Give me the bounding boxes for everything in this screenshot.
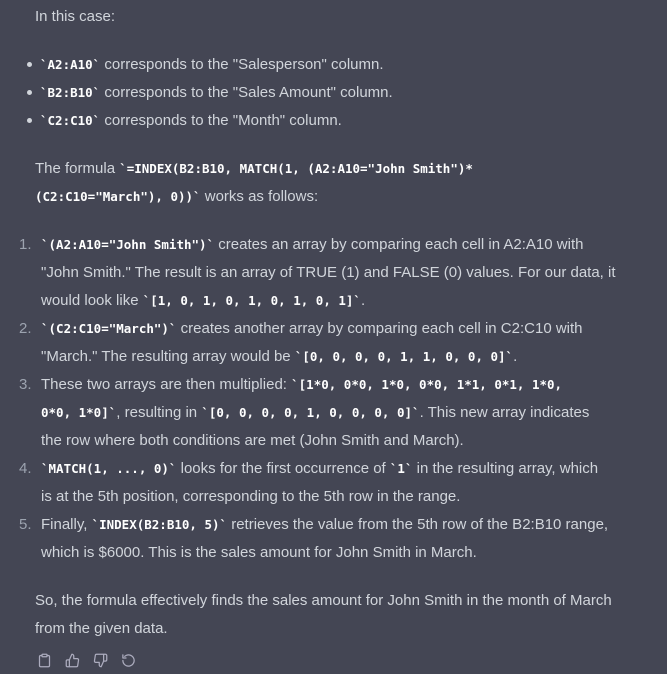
step-text: "March." The resulting array would be — [41, 348, 295, 365]
step-line — [41, 399, 589, 427]
message-actions — [35, 650, 137, 670]
bullet-dot — [27, 62, 32, 67]
list-item-text: corresponds to the "Month" column. — [100, 112, 342, 129]
list-item — [40, 107, 342, 135]
step-line: which is $6000. This is the sales amount for John Smith in March. — [41, 544, 477, 561]
inline-code: `[0, 0, 0, 0, 1, 0, 0, 0, 0]` — [201, 405, 420, 420]
inline-code: `[1, 0, 1, 0, 1, 0, 1, 0, 1]` — [142, 293, 361, 308]
copy-button[interactable] — [35, 651, 53, 669]
step-line: is at the 5th position, corresponding to the 5th row in the range. — [41, 488, 461, 505]
thumbs-down-icon — [93, 653, 108, 668]
step-line: the row where both conditions are met (John Smith and March). — [41, 432, 464, 449]
inline-code: `MATCH(1, ..., 0)` — [41, 461, 177, 476]
step-line: "John Smith." The result is an array of TRUE (1) and FALSE (0) values. For our data, it — [41, 264, 616, 281]
inline-code: (C2:C10="March"), 0))` — [35, 189, 201, 204]
step-number: 1. — [19, 236, 32, 253]
bullet-dot — [27, 90, 32, 95]
list-item-text: corresponds to the "Sales Amount" column. — [100, 84, 393, 101]
inline-code: `[1*0, 0*0, 1*0, 0*0, 1*1, 0*1, 1*0, — [291, 377, 563, 392]
step-number: 3. — [19, 376, 32, 393]
inline-code: 0*0, 1*0]` — [41, 405, 117, 420]
step-line — [41, 371, 562, 399]
inline-code: `(C2:C10="March")` — [41, 321, 177, 336]
inline-code: `C2:C10` — [40, 113, 101, 128]
conclusion-text: So, the formula effectively finds the sales amount for John Smith in the month of March — [35, 592, 612, 609]
step-text: creates an array by comparing each cell in A2:A10 with — [214, 236, 584, 253]
step-text: retrieves the value from the 5th row of the B2:B10 range, — [227, 516, 609, 533]
like-button[interactable] — [63, 651, 81, 669]
step-line — [41, 343, 517, 371]
formula-intro-line — [35, 155, 473, 183]
step-text: . This new array indicates — [419, 404, 590, 421]
formula-intro-line — [35, 183, 318, 211]
step-line — [41, 231, 583, 259]
step-text: , resulting in — [116, 404, 202, 421]
step-line — [41, 511, 608, 539]
formula-intro-prefix: The formula — [35, 160, 120, 177]
list-item — [40, 51, 384, 79]
step-text: looks for the first occurrence of — [176, 460, 390, 477]
clipboard-icon — [37, 653, 52, 668]
formula-intro-suffix: works as follows: — [200, 188, 319, 205]
dislike-button[interactable] — [91, 651, 109, 669]
inline-code: `A2:A10` — [40, 57, 101, 72]
inline-code: `INDEX(B2:B10, 5)` — [91, 517, 228, 532]
step-line — [41, 315, 583, 343]
intro-text: In this case: — [35, 8, 116, 25]
list-item-text: corresponds to the "Salesperson" column. — [100, 56, 384, 73]
step-text: These two arrays are then multiplied: — [41, 376, 292, 393]
step-text: Finally, — [41, 516, 92, 533]
inline-code: `=INDEX(B2:B10, MATCH(1, (A2:A10="John Smith")* — [119, 161, 473, 176]
list-item — [40, 79, 393, 107]
regenerate-button[interactable] — [119, 651, 137, 669]
step-text: . — [513, 348, 518, 365]
step-number: 4. — [19, 460, 32, 477]
step-line — [41, 455, 598, 483]
inline-code: `B2:B10` — [40, 85, 101, 100]
inline-code: `1` — [389, 461, 413, 476]
step-text: would look like — [41, 292, 143, 309]
step-number: 2. — [19, 320, 32, 337]
step-text: creates another array by comparing each cell in C2:C10 with — [176, 320, 583, 337]
inline-code: `[0, 0, 0, 0, 1, 1, 0, 0, 0]` — [294, 349, 514, 364]
thumbs-up-icon — [65, 653, 80, 668]
step-line — [41, 287, 365, 315]
refresh-icon — [121, 653, 136, 668]
bullet-dot — [27, 118, 32, 123]
inline-code: `(A2:A10="John Smith")` — [41, 237, 215, 252]
step-number: 5. — [19, 516, 32, 533]
step-text: in the resulting array, which — [412, 460, 599, 477]
step-text: . — [360, 292, 366, 309]
conclusion-text: from the given data. — [35, 620, 168, 637]
